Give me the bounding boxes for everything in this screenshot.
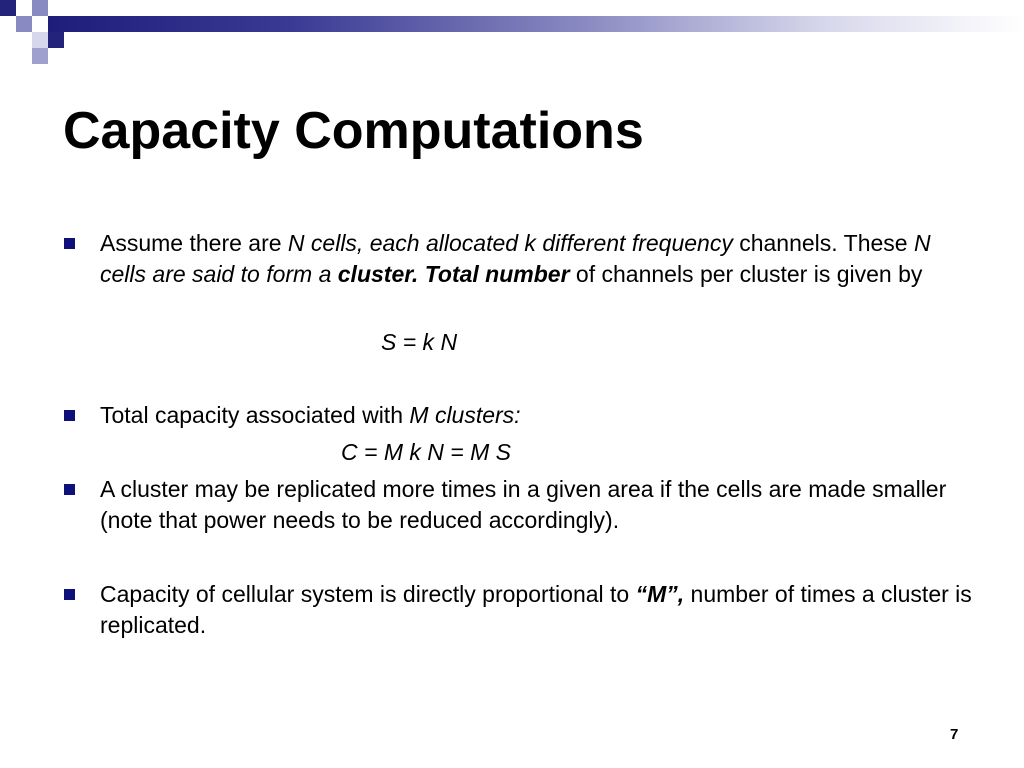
decor-square: [32, 48, 48, 64]
bullet-text-run: Assume there are: [100, 230, 288, 256]
bullet-text-run: Total capacity associated with: [100, 402, 410, 428]
formula-c: C = M k N = M S: [341, 439, 511, 465]
bullet-text-run: of channels per cluster is given by: [569, 261, 923, 287]
header-gradient-bar: [48, 16, 1024, 32]
decor-square: [32, 0, 48, 16]
decor-square: [0, 16, 16, 32]
decor-square: [16, 32, 32, 48]
bullet-text-run: N cells, each allocated k different frequency: [287, 230, 733, 256]
bullet-text-run: channels. These: [732, 230, 914, 256]
bullet-text-run: M clusters:: [409, 402, 521, 428]
bullet-cluster-definition: [100, 228, 980, 290]
decor-square: [0, 0, 16, 16]
bullet-total-capacity: [100, 400, 980, 431]
bullet-text-run: A cluster may be replicated more times in a given area if the cells are made smaller (note that power needs to be reduced accordingly).: [100, 476, 947, 533]
slide-title: Capacity Computations: [63, 102, 644, 160]
bullet-text-run: number of times a cluster is replicated.: [100, 581, 972, 638]
bullet-text-run: Capacity of cellular system is directly proportional to: [100, 581, 636, 607]
bullet-text-run: cluster. Total number: [337, 261, 570, 287]
bullet-capacity-proportional: [100, 579, 980, 641]
bullet-text-run: “M”,: [635, 581, 685, 607]
page-number: 7: [950, 726, 959, 743]
bullet-text-run: N cells are said to form a: [100, 230, 931, 287]
decor-square: [32, 32, 48, 48]
formula-s: S = k N: [381, 329, 458, 355]
decor-square: [16, 16, 32, 32]
bullet-cluster-replication: [100, 474, 980, 536]
decor-square: [32, 16, 48, 32]
decor-square: [48, 32, 64, 48]
decor-square: [16, 0, 32, 16]
